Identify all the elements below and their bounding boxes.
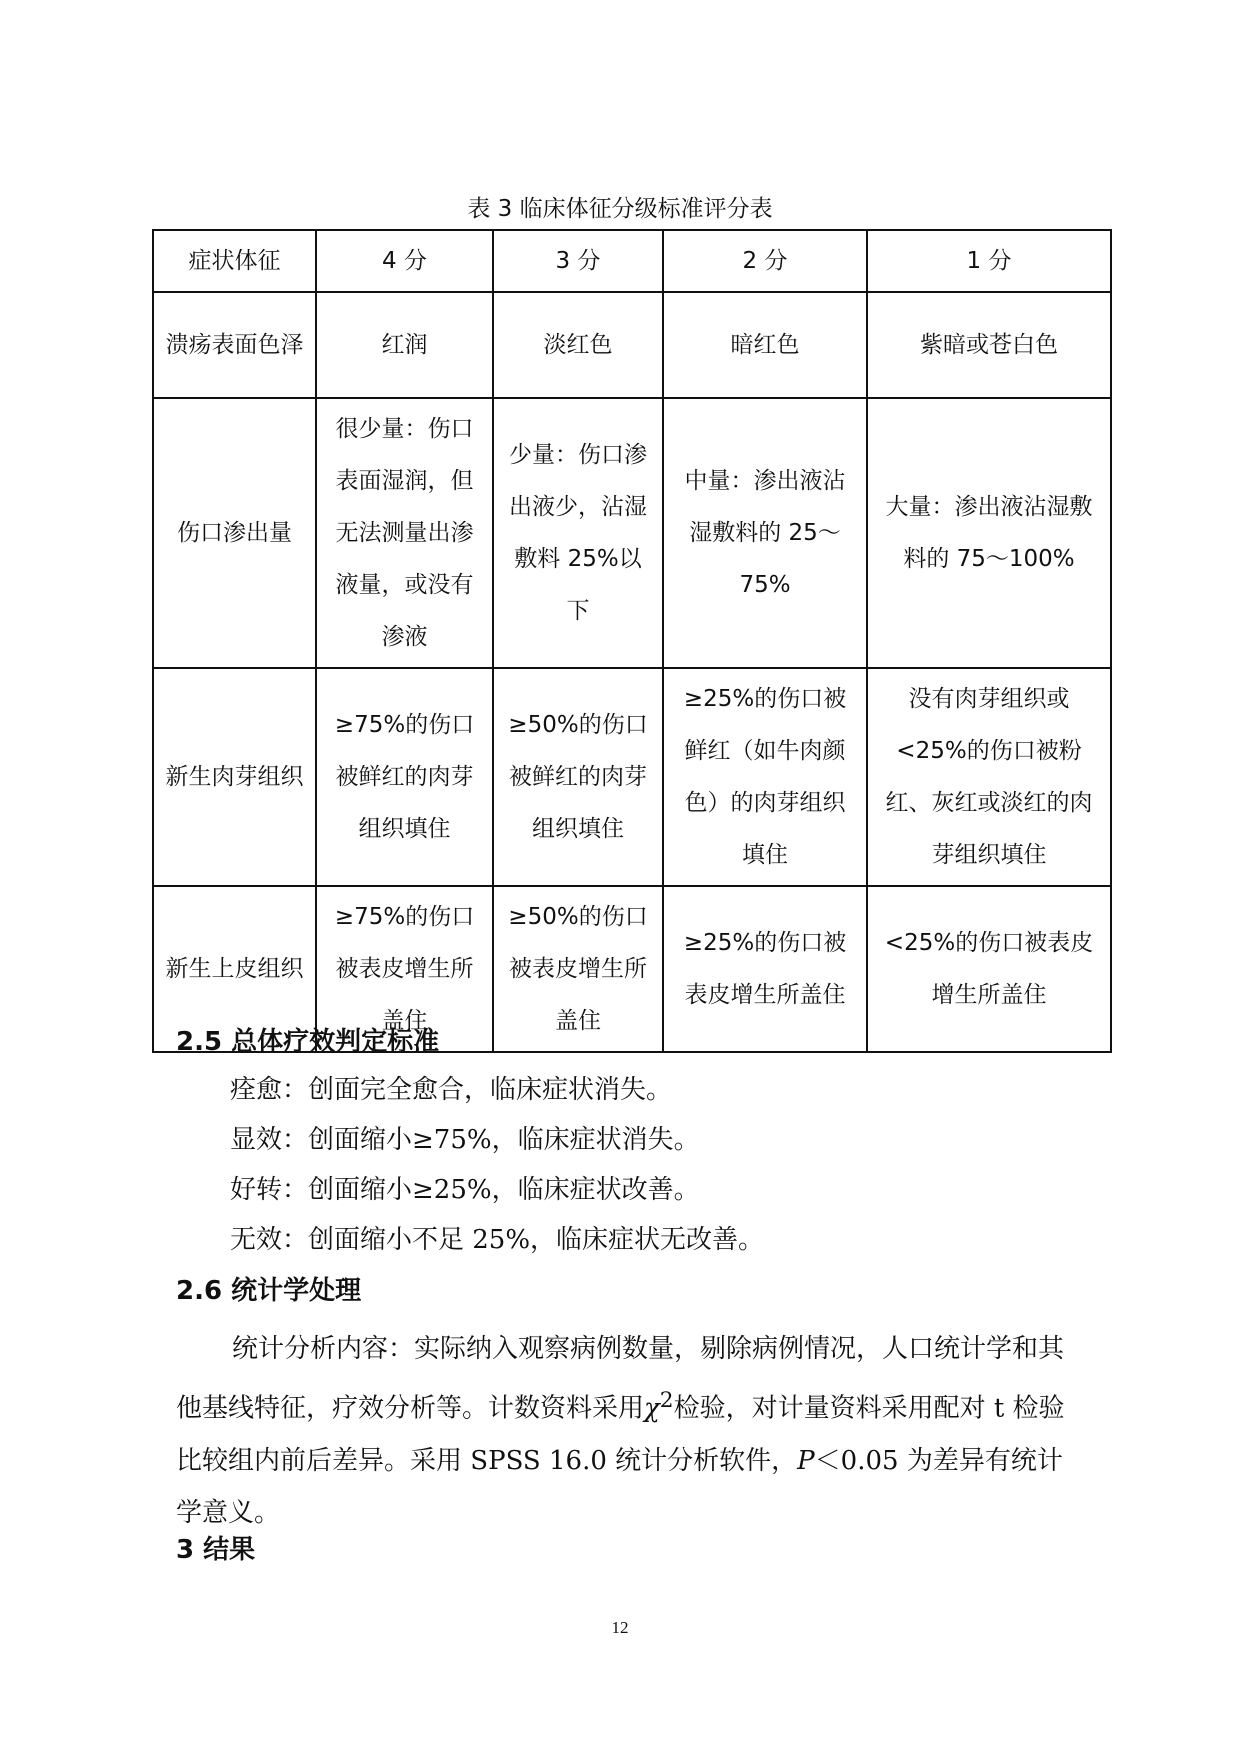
section-heading-2-5: 2.5 总体疗效判定标准 (176, 1027, 440, 1057)
table-cell: ≥25%的伤口被表皮增生所盖住 (663, 886, 867, 1052)
p-symbol: P (797, 1445, 815, 1476)
table-cell: 少量：伤口渗出液少，沾湿敷料 25%以下 (493, 398, 663, 668)
table-cell: 没有肉芽组织或<25%的伤口被粉红、灰红或淡红的肉芽组织填住 (867, 668, 1111, 886)
table-cell: <25%的伤口被表皮增生所盖住 (867, 886, 1111, 1052)
table-cell: 红润 (316, 292, 493, 398)
page-number: 12 (611, 1618, 629, 1637)
table-header-cell: 3 分 (493, 230, 663, 292)
table-header-cell: 症状体征 (153, 230, 316, 292)
table-cell: ≥50%的伤口被鲜红的肉芽组织填住 (493, 668, 663, 886)
table-cell: ≥25%的伤口被鲜红（如牛肉颜色）的肉芽组织填住 (663, 668, 867, 886)
paragraph-text: 检验，对计量资料采用配对 t 检验比较组内前后差异。采用 SPSS 16.0 统计分析软件， (176, 1393, 1065, 1476)
criterion-improved: 好转：创面缩小≥25%，临床症状改善。 (230, 1175, 700, 1205)
table-cell: 淡红色 (493, 292, 663, 398)
chi-superscript: 2 (659, 1388, 674, 1413)
table-row (153, 668, 1111, 886)
table-header-cell: 4 分 (316, 230, 493, 292)
table-cell: 大量：渗出液沾湿敷料的 75～100% (867, 398, 1111, 668)
table-cell: ≥50%的伤口被表皮增生所盖住 (493, 886, 663, 1052)
chi-symbol: χ (644, 1393, 660, 1424)
table-cell: 溃疡表面色泽 (153, 292, 316, 398)
table-cell: ≥75%的伤口被鲜红的肉芽组织填住 (316, 668, 493, 886)
table-header-row (153, 230, 1111, 292)
table-header-cell: 2 分 (663, 230, 867, 292)
table-header-cell: 1 分 (867, 230, 1111, 292)
table-row (153, 292, 1111, 398)
clinical-sign-score-table (152, 229, 1112, 1053)
table-row (153, 398, 1111, 668)
table-cell: 中量：渗出液沾湿敷料的 25～75% (663, 398, 867, 668)
table-caption: 表 3 临床体征分级标准评分表 (467, 196, 773, 222)
table-cell: 新生肉芽组织 (153, 668, 316, 886)
table-cell: 很少量：伤口表面湿润，但无法测量出渗液量，或没有渗液 (316, 398, 493, 668)
paragraph-text: 统计分析内容：实际纳入观察病例数量，剔除病例情况，人口统计学和其他基线特征，疗效分析等。计数资料采用 (176, 1334, 1065, 1424)
criterion-marked-effect: 显效：创面缩小≥75%，临床症状消失。 (230, 1125, 700, 1155)
section-heading-2-6: 2.6 统计学处理 (176, 1276, 362, 1306)
table-cell: 紫暗或苍白色 (867, 292, 1111, 398)
table-cell: 伤口渗出量 (153, 398, 316, 668)
criterion-ineffective: 无效：创面缩小不足 25%，临床症状无改善。 (230, 1225, 765, 1255)
statistics-paragraph (176, 1323, 1086, 1539)
paragraph-text: ＜0.05 为差异有统计学意义。 (176, 1445, 1063, 1528)
table-cell: 暗红色 (663, 292, 867, 398)
criterion-cured: 痊愈：创面完全愈合，临床症状消失。 (230, 1075, 673, 1105)
table-cell: 新生上皮组织 (153, 886, 316, 1052)
table-cell: ≥75%的伤口被表皮增生所盖住 (316, 886, 493, 1052)
section-heading-3: 3 结果 (176, 1535, 256, 1565)
